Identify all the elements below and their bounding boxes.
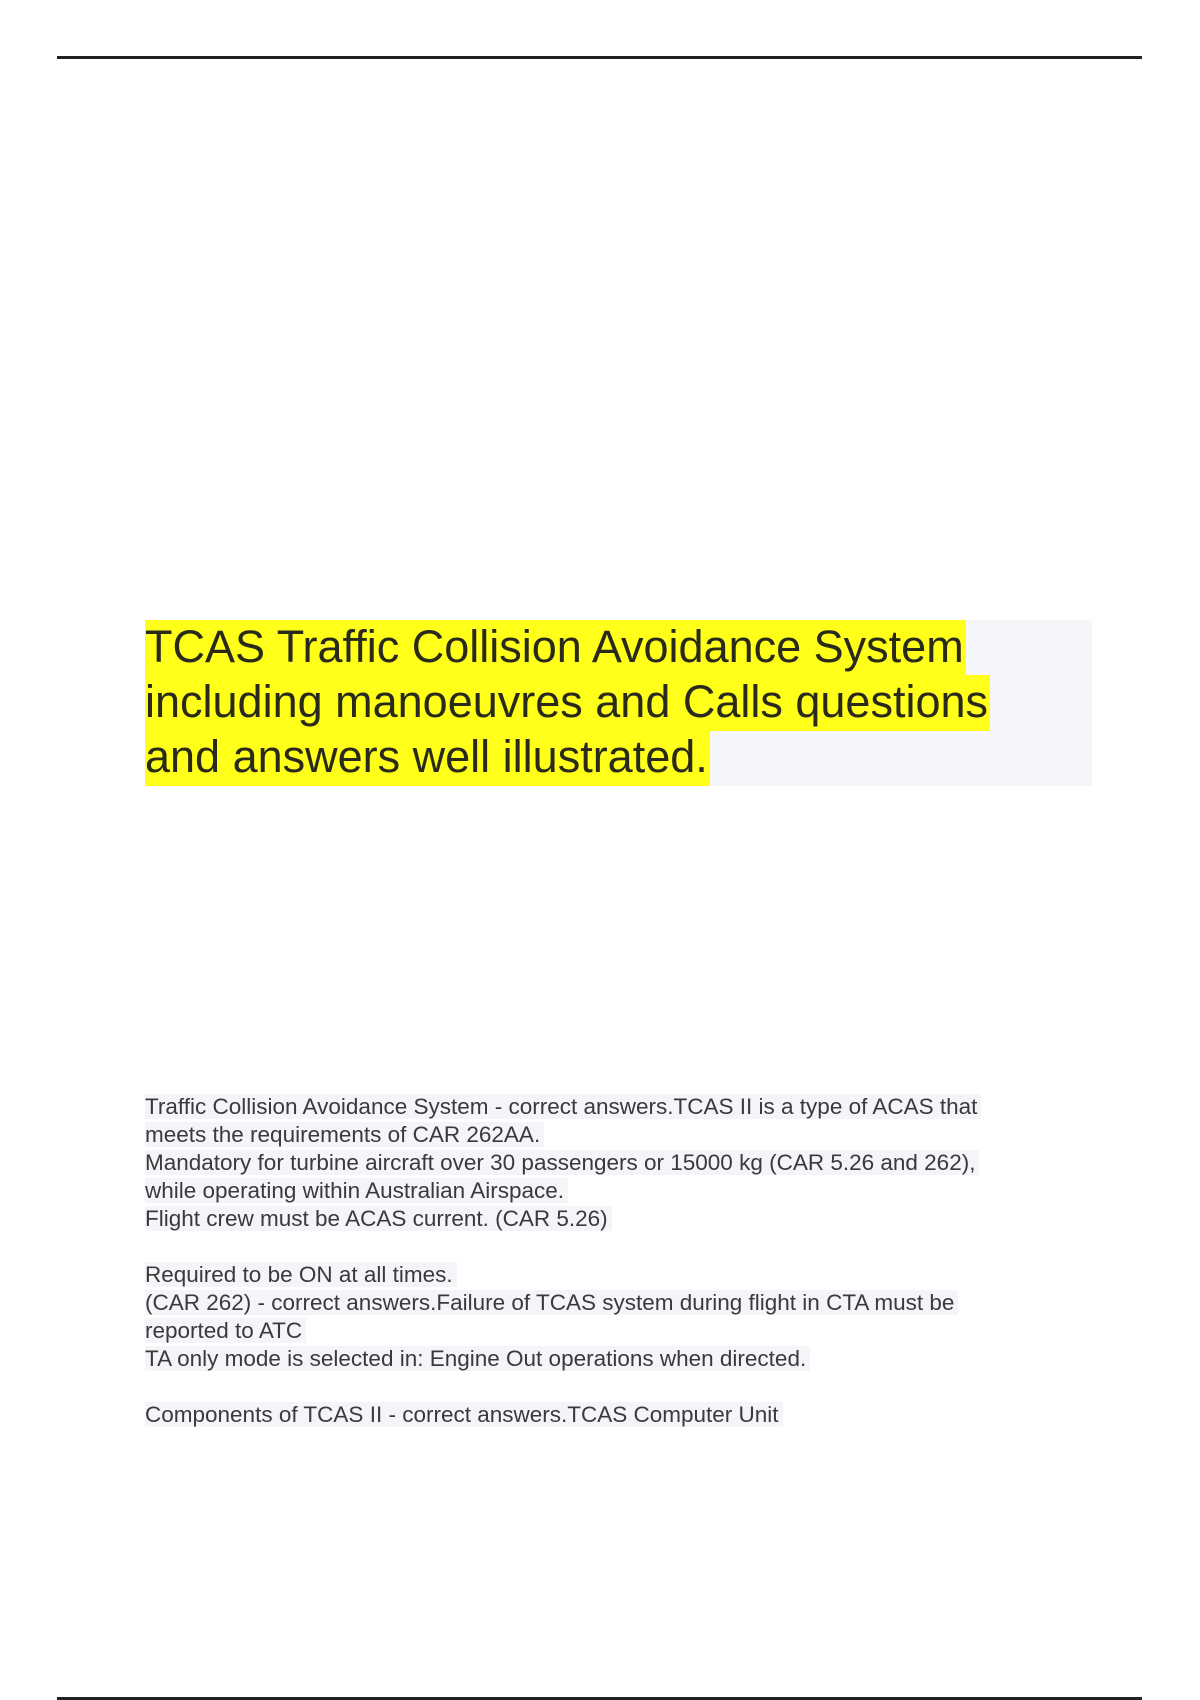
body-line	[145, 1093, 1065, 1121]
body-text: reported to ATC	[145, 1318, 306, 1343]
body-line	[145, 1205, 1065, 1233]
title-line: and answers well illustrated.	[145, 730, 710, 786]
body-line	[145, 1177, 1065, 1205]
body-line	[145, 1149, 1065, 1177]
body-line	[145, 1289, 1065, 1317]
body-line	[145, 1121, 1065, 1149]
body-line	[145, 1401, 1065, 1429]
body-text: (CAR 262) - correct answers.Failure of TCAS system during flight in CTA must be	[145, 1290, 958, 1315]
top-horizontal-rule	[57, 56, 1142, 59]
blank-line	[145, 1373, 1065, 1401]
body-text: TA only mode is selected in: Engine Out operations when directed.	[145, 1346, 810, 1371]
body-text: Flight crew must be ACAS current. (CAR 5.26)	[145, 1206, 612, 1231]
body-text: Mandatory for turbine aircraft over 30 passengers or 15000 kg (CAR 5.26 and 262),	[145, 1150, 979, 1175]
body-text: while operating within Australian Airspace.	[145, 1178, 568, 1203]
body-line	[145, 1261, 1065, 1289]
body-line	[145, 1345, 1065, 1373]
body-text: Required to be ON at all times.	[145, 1262, 457, 1287]
body-line	[145, 1317, 1065, 1345]
body-text: meets the requirements of CAR 262AA.	[145, 1122, 544, 1147]
body-text: Components of TCAS II - correct answers.TCAS Computer Unit	[145, 1402, 783, 1427]
document-body	[145, 1093, 1065, 1429]
document-title-block	[145, 620, 1092, 786]
title-line: including manoeuvres and Calls questions	[145, 675, 990, 731]
body-text: Traffic Collision Avoidance System - correct answers.TCAS II is a type of ACAS that	[145, 1094, 981, 1119]
title-line: TCAS Traffic Collision Avoidance System	[145, 620, 966, 676]
blank-line	[145, 1233, 1065, 1261]
